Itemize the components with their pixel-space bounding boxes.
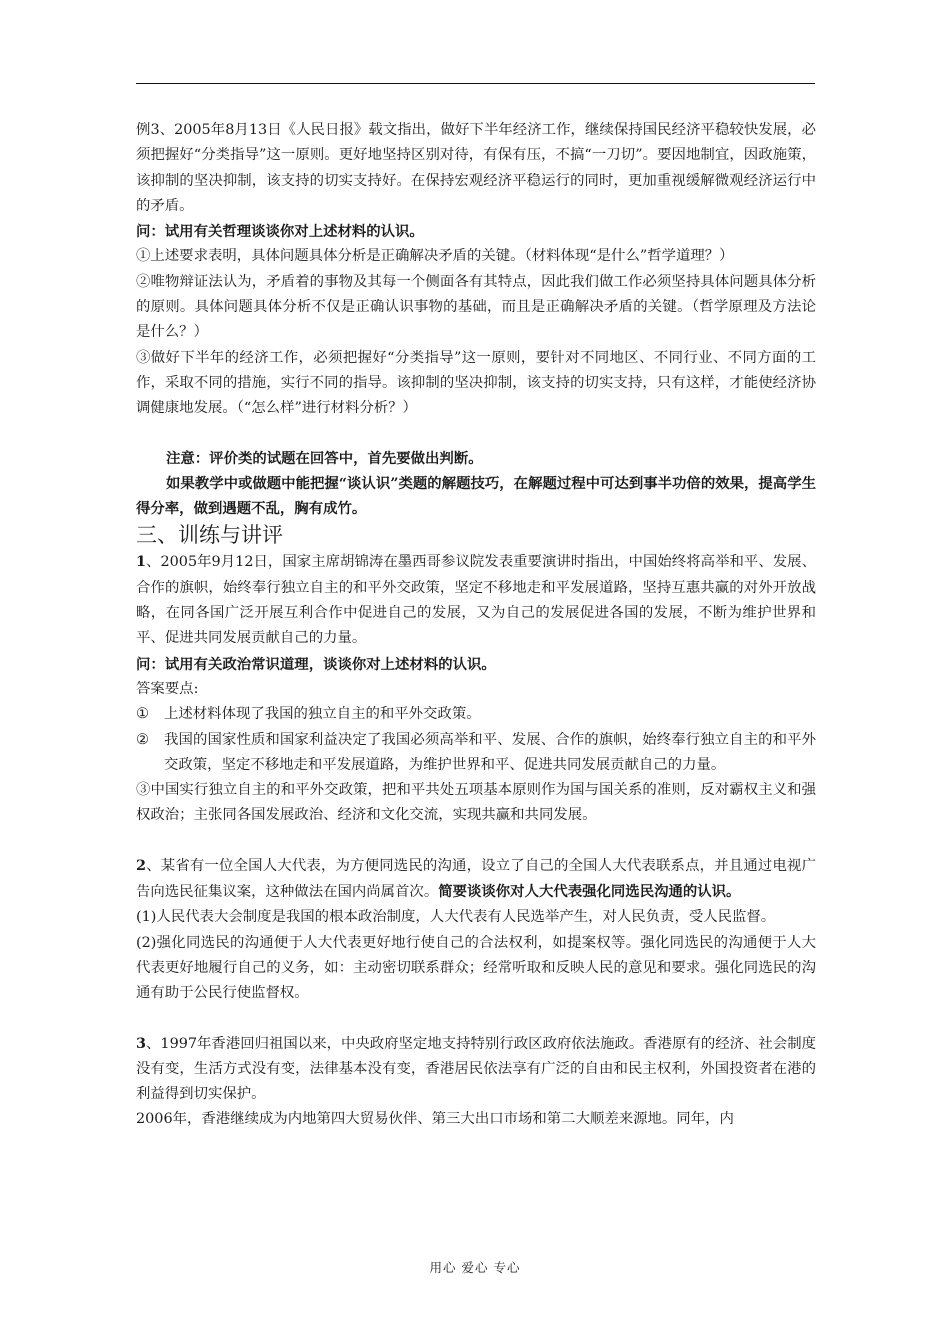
note-judgement: 注意：评价类的试题在回答中，首先要做出判断。 <box>166 449 483 467</box>
spacer <box>136 1007 816 1031</box>
question-1-material <box>136 549 816 651</box>
question-1-prompt: 问：试用有关政治常识道理，谈谈你对上述材料的认识。 <box>136 655 496 673</box>
list-item-text: 上述材料体现了我国的独立自主的和平外交政策。 <box>164 706 481 723</box>
question-2-number: 2 <box>136 856 147 874</box>
example3-answer-1: ①上述要求表明，具体问题具体分析是正确解决矛盾的关键。（材料体现“是什么”哲学道理？） <box>136 248 734 265</box>
header-rule <box>136 83 815 84</box>
example3-answer-2: ②唯物辩证法认为，矛盾着的事物及其每一个侧面各有其特点，因此我们做工作必须坚持具体问题具体分析的原则。具体问题具体分析不仅是正确认识事物的基础，而且是正确解决矛盾的关键。（哲学原理及方法论是什么？） <box>136 273 816 341</box>
question-1-number: 1 <box>136 553 147 571</box>
question-1-answer-label: 答案要点: <box>136 680 199 697</box>
question-3-material-continued: 2006年，香港继续成为内地第四大贸易伙伴、第三大出口市场和第二大顺差来源地。同年，内 <box>136 1111 734 1128</box>
page-footer: 用心 爱心 专心 <box>429 1260 521 1275</box>
list-item-text: 我国的国家性质和国家利益决定了我国必须高举和平、发展、合作的旗帜，始终奉行独立自主的和平外交政策，坚定不移地走和平发展道路，为维护世界和平、促进共同发展贡献自己的力量。 <box>164 731 816 773</box>
question-3-number: 3 <box>136 1034 147 1052</box>
note-technique: 如果教学中或做题中能把握“谈认识”类题的解题技巧，在解题过程中可达到事半功倍的效果，提高学生得分率，做到遇题不乱，胸有成竹。 <box>136 474 816 518</box>
example3-intro: 例3、2005年8月13日《人民日报》载文指出，做好下半年经济工作，继续保持国民经济平稳较快发展，必须把握好“分类指导”这一原则。更好地坚持区别对待，有保有压，不搞“一刀切”。要因地制宜，因政施策，该抑制的坚决抑制，该支持的切实支持好。在保持宏观经济平稳运行的同时，更加重视缓解微观经济运行中的矛盾。 <box>136 122 816 214</box>
question-3-material <box>136 1031 816 1108</box>
spacer <box>136 829 816 853</box>
question-1-answer-item <box>136 728 816 779</box>
question-3-text: 、1997年香港回归祖国以来，中央政府坚定地支持特别行政区政府依法施政。香港原有的经济、社会制度没有变，生活方式没有变，法律基本没有变，香港居民依法享有广泛的自由和民主权利，外国投资者在港的利益得到切实保护。 <box>136 1035 816 1103</box>
page-content <box>136 118 816 1133</box>
question-1-answer-item <box>136 702 816 727</box>
example3-answer-3: ③做好下半年的经济工作，必须把握好“分类指导”这一原则，要针对不同地区、不同行业、不同方面的工作，采取不同的措施，实行不同的指导。该抑制的坚决抑制，该支持的切实支持，只有这样，才能使经济协调健康地发展。（“怎么样”进行材料分析？） <box>136 349 816 417</box>
question-2-prompt: 简要谈谈你对人大代表强化同选民沟通的认识。 <box>438 883 741 901</box>
question-1-text: 、2005年9月12日，国家主席胡锦涛在墨西哥参议院发表重要演讲时指出，中国始终将高举和平、发展、合作的旗帜，始终奉行独立自主的和平外交政策，坚定不移地走和平发展道路，坚持互惠共赢的对外开放战略，在同各国广泛开展互利合作中促进自己的发展，又为自己的发展促进各国的发展，不断为维护世界和平、促进共同发展贡献自己的力量。 <box>136 554 816 647</box>
spacer <box>136 422 816 446</box>
section-heading-training: 三、训练与讲评 <box>136 523 283 548</box>
question-2-material <box>136 853 816 906</box>
question-1-answer-item-3: ③中国实行独立自主的和平外交政策，把和平共处五项基本原则作为国与国关系的准则，反对霸权主义和强权政治；主张同各国发展政治、经济和文化交流，实现共赢和共同发展。 <box>136 782 816 824</box>
list-marker: ① <box>136 706 149 723</box>
list-marker: ② <box>136 731 149 748</box>
question-2-answer-1: (1)人民代表大会制度是我国的根本政治制度，人大代表有人民选举产生，对人民负责，受人民监督。 <box>136 909 776 926</box>
example3-question: 问：试用有关哲理谈谈你对上述材料的认识。 <box>136 223 424 241</box>
question-2-answer-2: (2)强化同选民的沟通便于人大代表更好地行使自己的合法权利，如提案权等。强化同选民的沟通便于人大代表更好地履行自己的义务，如：主动密切联系群众；经常听取和反映人民的意见和要求。强化同选民的沟通有助于公民行使监督权。 <box>136 934 816 1002</box>
question-2-text: 、某省有一位全国人大代表，为方便同选民的沟通，设立了自己的全国人大代表联系点，并且通过电视广告向选民征集议案，这种做法在国内尚属首次。 <box>136 857 816 901</box>
